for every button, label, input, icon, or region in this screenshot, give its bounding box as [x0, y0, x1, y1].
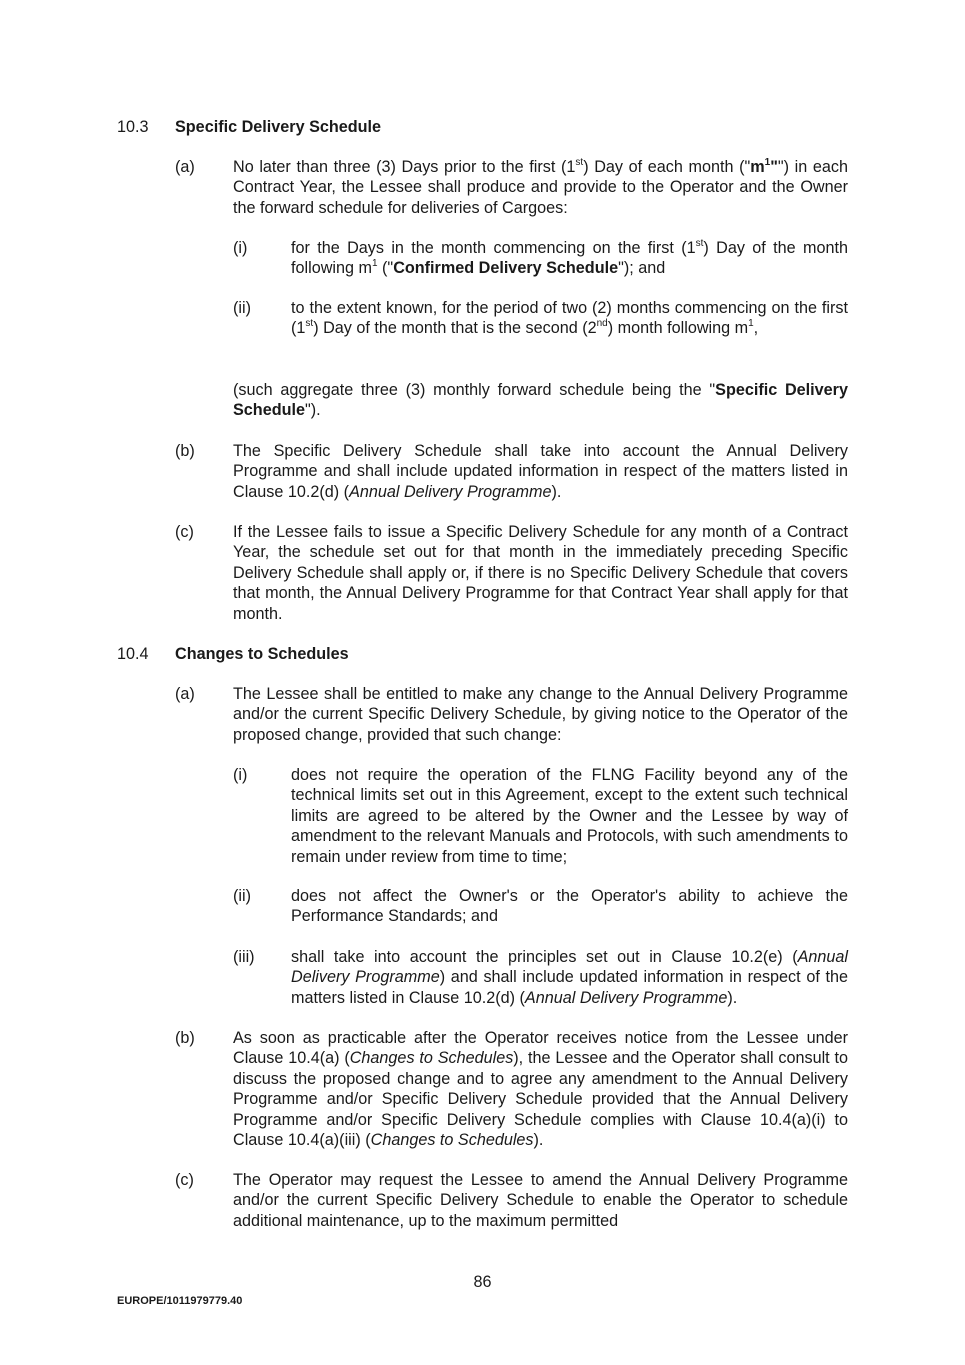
clause-label: (ii) — [233, 887, 251, 905]
clause-text: shall take into account the principles set out in Clause 10.2(e) (Annual Delivery Programme) and shall include updated information in respect of the matters listed in Clause 10.2(d) (Annual Delivery Programme). — [291, 948, 848, 1007]
clause-text: As soon as practicable after the Operator receives notice from the Lessee under Clause 10.4(a) (Changes to Schedules), the Lessee and the Operator shall consult to discuss the proposed change and to agree any amendment to the Annual Delivery Programme and/or Specific Delivery Schedule provided that the Annual Delivery Programme and/or Specific Delivery Schedule complies with Clause 10.4(a)(i) to Clause 10.4(a)(iii) (Changes to Schedules). — [233, 1029, 848, 1150]
page-number: 86 — [473, 1273, 492, 1291]
clause-text: for the Days in the month commencing on the first (1st) Day of the month following $m^1$ ("Confirmed Delivery Schedule"); and — [291, 237, 848, 278]
clause-label: (iii) — [233, 948, 255, 966]
clause-text: The Operator may request the Lessee to amend the Annual Delivery Programme and/or the current Specific Delivery Schedule to enable the Operator to schedule additional maintenance, up to the maximum permitted — [233, 1171, 848, 1230]
clause-text: No later than three (3) Days prior to the first (1st) Day of each month $("m^1"")$ in each Contract Year, the Lessee shall produce and provide to the Operator and the Owner the forward schedule for deliveries of Cargoes: — [233, 156, 849, 217]
clause-label: (b) — [175, 442, 195, 460]
section-title: Specific Delivery Schedule — [175, 118, 382, 136]
section-number: 10.3 — [117, 118, 149, 136]
clause-text: The Lessee shall be entitled to make any change to the Annual Delivery Programme and/or the current Specific Delivery Schedule, by giving notice to the Operator of the proposed change, provided that such change: — [233, 685, 848, 744]
clause-label: (i) — [233, 766, 248, 784]
section-title: Changes to Schedules — [175, 645, 349, 663]
clause-label: (c) — [175, 1171, 194, 1189]
clause-text: to the extent known, for the period of two (2) months commencing on the first (1st) Day of the month that is the second (2nd) month following $m^1$, — [291, 299, 848, 338]
section-number: 10.4 — [117, 645, 149, 663]
clause-label: (a) — [175, 685, 195, 703]
clause-text: does not require the operation of the FLNG Facility beyond any of the technical limits set out in this Agreement, except to the extent such technical limits are agreed to be altered by the Owner and the Lessee by way of amendment to the relevant Manuals and Protocols, with such amendments to remain under review from time to time; — [291, 766, 848, 866]
clause-text: The Specific Delivery Schedule shall take into account the Annual Delivery Programme and shall include updated information in respect of the matters listed in Clause 10.2(d) (Annual Delivery Programme). — [233, 442, 848, 501]
document-reference: EUROPE/1011979779.40 — [117, 1295, 243, 1307]
clause-label: (ii) — [233, 299, 251, 317]
clause-text: does not affect the Owner's or the Operator's ability to achieve the Performance Standards; and — [291, 887, 848, 926]
clause-label: (a) — [175, 158, 195, 176]
clause-label: (b) — [175, 1029, 195, 1047]
clause-label: (c) — [175, 523, 194, 541]
clause-label: (i) — [233, 239, 248, 257]
specific-delivery-schedule-definition: (such aggregate three (3) monthly forward schedule being the "Specific Delivery Schedule"). — [233, 381, 848, 420]
clause-text: If the Lessee fails to issue a Specific Delivery Schedule for any month of a Contract Year, the schedule set out for that month in the immediately preceding Specific Delivery Schedule shall apply or, if there is no Specific Delivery Schedule that covers that month, the Annual Delivery Programme for that Contract Year shall apply for that month. — [233, 523, 848, 623]
